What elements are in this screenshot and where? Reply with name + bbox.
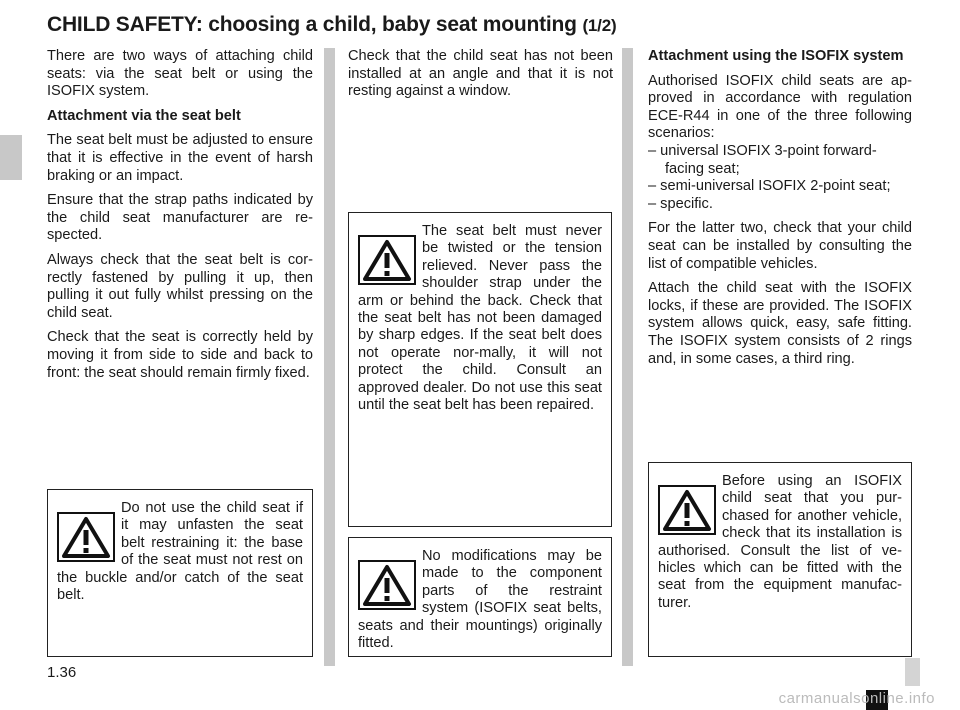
warning-triangle-icon (658, 485, 716, 535)
isofix-scenarios-list (648, 143, 912, 213)
page-number: 1.36 (47, 664, 77, 681)
paragraph: Check that the seat is correctly held by moving it from side to side and back to front: the seat should remain firmly fixed. (47, 329, 313, 381)
column-divider-2 (622, 48, 633, 666)
section-tab-marker (0, 135, 22, 180)
title-main: CHILD SAFETY: choosing a child, baby seat mounting (47, 13, 577, 36)
warning-text: The seat belt must never be twisted or the tension relieved. Never pass the shoulder strap under the arm or behind the back. Check that the seat belt has not been damaged by sharp edges. If the seat belt does not operate nor-mally, it will not protect the child. Consult an approved dealer. Do not use this seat until the seat belt has been repaired. (358, 223, 602, 414)
column-1 (47, 48, 313, 389)
column-divider-1 (324, 48, 335, 666)
title-part: (1/2) (582, 16, 617, 35)
section-heading-isofix: Attachment using the ISOFIX system (648, 48, 904, 64)
page-title (47, 13, 616, 37)
paragraph: Attach the child seat with the ISOFIX locks, if these are provided. The ISOFIX system allows quick, easy, safe fitting. The ISOFIX system consists of 2 rings and, in some cases, a third ring. (648, 280, 912, 367)
warning-text: Before using an ISOFIX child seat that you pur-chased for another vehicle, check that its installation is authorised. Consult the list of ve-hicles which can be fitted with the seat from the equipment manufac-turer. (658, 473, 902, 611)
warning-box-isofix (648, 462, 912, 657)
warning-triangle-icon (57, 512, 115, 562)
paragraph: Always check that the seat belt is cor-rectly fastened by pulling it up, then pulling it out fully whilst pressing on the child seat. (47, 251, 313, 321)
paragraph: Authorised ISOFIX child seats are ap-proved in accordance with regulation ECE-R44 in one of the three following scenarios: (648, 72, 912, 142)
warning-box-seat-belt (348, 212, 612, 527)
column-3 (648, 48, 912, 375)
intro-paragraph: There are two ways of attaching child seats: via the seat belt or using the ISOFIX system. (47, 48, 313, 100)
list-item: – universal ISOFIX 3-point forward-facing seat; (648, 143, 912, 178)
page-corner-marker (905, 658, 920, 686)
warning-box-modifications (348, 537, 612, 657)
watermark-footer: carmanualsonline.info (778, 690, 935, 707)
paragraph: The seat belt must be adjusted to ensure that it is effective in the event of harsh braking or an impact. (47, 132, 313, 184)
paragraph: For the latter two, check that your child seat can be installed by consulting the list of compatible vehicles. (648, 220, 912, 272)
warning-triangle-icon (358, 560, 416, 610)
paragraph: Check that the child seat has not been installed at an angle and that it is not resting against a window. (348, 48, 613, 100)
paragraph: Ensure that the strap paths indicated by the child seat manufacturer are re-spected. (47, 192, 313, 244)
warning-text: Do not use the child seat if it may unfasten the seat belt restraining it: the base of the seat must not rest on the buckle and/or catch of the seat belt. (57, 500, 303, 604)
column-2 (348, 48, 613, 108)
warning-box-buckle (47, 489, 313, 657)
section-heading-seat-belt: Attachment via the seat belt (47, 107, 241, 124)
list-item: – specific. (648, 196, 912, 214)
warning-text: No modifications may be made to the component parts of the restraint system (ISOFIX seat belts, seats and their mountings) originally fitted. (358, 548, 602, 652)
warning-triangle-icon (358, 235, 416, 285)
list-item: – semi-universal ISOFIX 2-point seat; (648, 178, 912, 196)
